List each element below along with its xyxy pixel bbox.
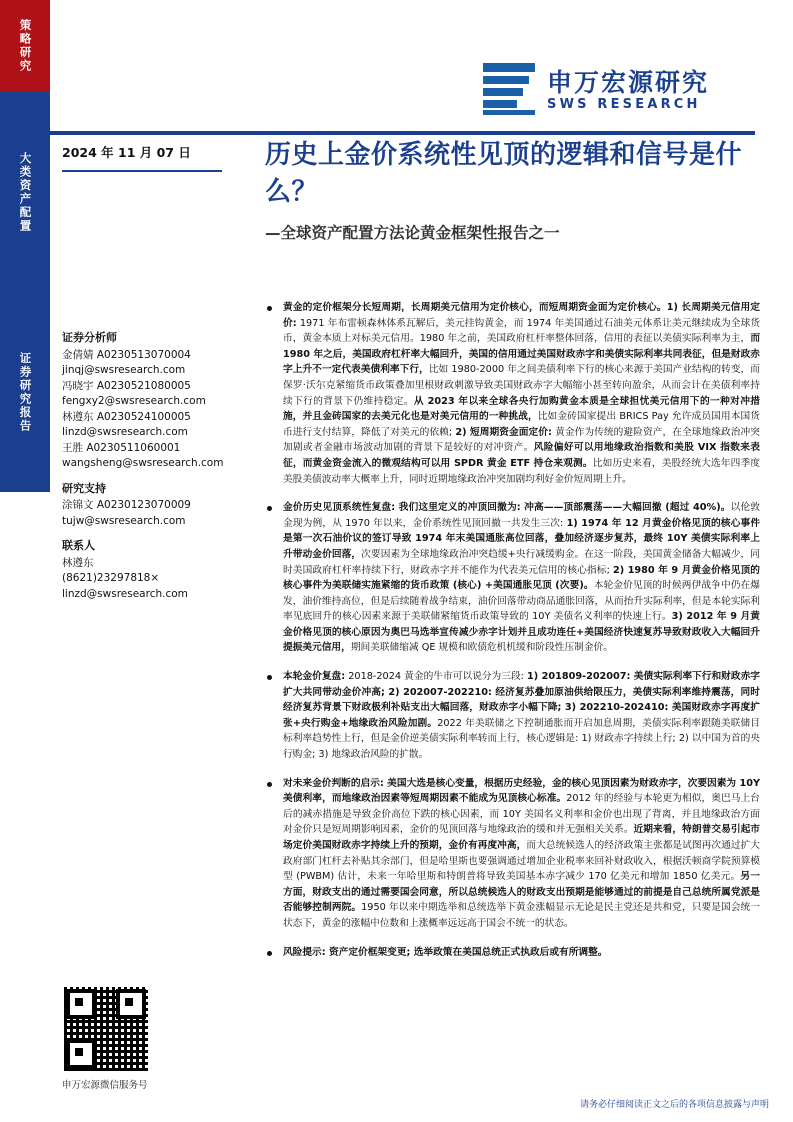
list-item	[265, 500, 760, 656]
report-date: 2024 年 11 月 07 日	[62, 145, 191, 160]
analyst-email[interactable]: jinqj@swsresearch.com	[62, 364, 186, 376]
contact-phone: (8621)23297818×	[62, 572, 160, 584]
brand-logo	[455, 55, 755, 125]
logo-text-en: SWS RESEARCH	[547, 97, 701, 112]
page-title: 历史上金价系统性见顶的逻辑和信号是什么？	[265, 140, 743, 207]
sidebar-tab-research-report[interactable]	[0, 292, 50, 492]
sidebar-tab-research-report-label: 证券研究报告	[18, 351, 33, 433]
paragraph-4: 对未来金价判断的启示: 美国大选是核心变量，根据历史经验，金的核心见顶因素为财政赤字，次要因素为 10Y 美债利率，而地缘政治因素等短周期因素不能成为见顶核心标准。2012 年的经验与本轮更为相似，奥巴马上台后的减赤措施是导致金价高位下跌的核心因素，而 10Y 美国名义利率和金价也出现了背离，并且地缘政治方面对金价只是短周期影响因素，金价的见顶回落与地缘政治的缓和并无强相关关系。近期来看，特朗普交易引起市场定价美国财政赤字持续上升的预期，金价有再度冲高，而大总统候选人的经济政策主张都是试图再次通过扩大政府部门杠杆去补贴其余部门，但是哈里斯也要强调通过增加企业税率来回补财政收入，根据沃顿商学院预算模型 (PWBM) 估计，未来一年哈里斯和特朗普将导致美国基本赤字减少 170 亿美元和增加 1850 亿美元。另一方面，财政支出的通过需要国会同意，所以总统候选人的财政支出预期是能够通过的前提是自己总统所属党派是否能够控制两院。1950 年以来中期选举和总统选举下黄金涨幅显示无论是民主党还是共和党，只要是国会统一状态下，黄金的涨幅中位数和上涨概率远远高于国会不统一的状态。	[283, 777, 761, 929]
header-rule-bottom	[50, 134, 755, 135]
support-heading: 研究支持	[62, 481, 106, 495]
paragraph-2: 金价历史见顶系统性复盘: 我们这里定义的冲顶回撤为: 冲高——顶部震荡——大幅回撤 (超过 40%)。以伦敦金现为例，从 1970 年以来，金价系统性见顶回撤一共发生三次: 1) 1974 年 12 月黄金价格见顶的核心事件是第一次石油价议的签订导致 1974 年末美国通胀高位回落，叠加经济逐步复苏，最终 10Y 美债实际利率上升带动金价回落，次要因素为全球地缘政治冲突趋缓+央行减缓购金。在这一阶段，美国黄金储备大幅减少，同时美国政府杠杆率持续下行，财政赤字并不能作为代表美元信用的核心指标; 2) 1980 年 9 月黄金价格见顶的核心事件为美联储实施紧缩的货币政策 (核心) +美国通胀见顶 (次要)。本轮金价见顶的时候两伊战争中仍在爆发，油价维持高位，但是后续随着战争结束，油价回落带动商品通胀回落，从而抬升实际利率，但是本轮实际利率见底回升的核心因素来源于美联储紧缩货币政策导致的 10Y 美债名义利率的快速上行。3) 2012 年 9 月黄金价格见顶的核心原因为奥巴马选举宣传减少赤字计划并且成功连任+美国经济快速复苏导致财政收入大幅回升提振美元信用，期间美联储缩减 QE 规模和欧债危机机缓和阶段性压制金价。	[283, 502, 761, 654]
analyst-line: 林遵东 A0230524100005	[62, 410, 191, 423]
contact-name: 林遵东	[62, 556, 94, 569]
analyst-heading: 证券分析师	[62, 331, 117, 344]
sidebar	[0, 0, 50, 1122]
analyst-email[interactable]: wangsheng@swsresearch.com	[62, 457, 224, 469]
analyst-line: 冯晓宇 A0230521080005	[62, 379, 191, 392]
analyst-line: 金倩婧 A0230513070004	[62, 348, 191, 361]
analyst-email[interactable]: linzd@swsresearch.com	[62, 426, 188, 438]
contact-email[interactable]: linzd@swsresearch.com	[62, 587, 188, 600]
analyst-panel	[62, 330, 247, 602]
sidebar-tab-strategy[interactable]	[0, 0, 50, 92]
contact-heading: 联系人	[62, 539, 95, 552]
sidebar-tab-asset-allocation[interactable]	[0, 92, 50, 292]
paragraph-3: 本轮金价复盘: 2018-2024 黄金的牛市可以说分为三段: 1) 201809-202007: 美债实际利率下行和财政赤字扩大共同带动金价冲高; 2) 202007-202210: 经济复苏叠加原油供给限压力，美债实际利率维持震荡，同时经济复苏背景下财政极利补贴支出大幅回落，财政赤字小幅下降; 3) 202210-202410: 美国财政赤字再度扩张+央行购金+地缘政治风险加剧。2022 年美联储之下控制通胀而开启加息周期，美债实际利率跟随美联储目标利率趋势性上行，但是金价逆美债实际利率转而上行，核心逻辑是: 1) 财政赤字持续上行; 2) 以中国为首的央行购金; 3) 地缘政治风险的扩散。	[283, 671, 760, 761]
support-email[interactable]: tujw@swsresearch.com	[62, 514, 186, 527]
report-body	[265, 300, 760, 973]
report-date-underline	[62, 170, 222, 172]
list-item	[265, 945, 760, 961]
footer-disclaimer: 请务必仔细阅读正文之后的各项信息披露与声明	[579, 1100, 769, 1110]
qr-block	[62, 985, 158, 1091]
analyst-line: 王胜 A0230511060001	[62, 441, 181, 454]
support-line: 涂锦文 A0230123070009	[62, 499, 191, 511]
logo-text-cn: 申万宏源研究	[547, 68, 710, 97]
analyst-email[interactable]: fengxy2@swsresearch.com	[62, 395, 206, 407]
sws-logo-icon	[483, 63, 535, 115]
sidebar-tab-asset-allocation-label: 大类资产配置	[18, 151, 33, 233]
page-subtitle: —全球资产配置方法论黄金框架性报告之一	[265, 224, 560, 242]
sidebar-tab-strategy-label: 策略研究	[18, 19, 33, 73]
sidebar-filler	[0, 492, 50, 1122]
qr-caption: 申万宏源微信服务号	[62, 1080, 148, 1091]
list-item	[265, 300, 760, 487]
paragraph-risk: 风险提示: 资产定价框架变更; 选举政策在美国总统正式执政后或有所调整。	[283, 946, 608, 958]
list-item	[265, 776, 760, 932]
paragraph-1: 黄金的定价框架分长短周期，长周期美元信用为定价核心，而短周期资金面为定价核心。1) 长周期美元信用定价: 1971 年布雷顿森林体系瓦解后，美元挂钩黄金，而 1974 年美国通过石油美元体系让美元继续成为全球货币，黄金本质上对标美元信用。1980 年之前，美国政府杠杆率整体回落，信用的表征以美债实际利率为主，而 1980 年之后，美国政府杠杆率大幅回升，美国的信用通过美国财政赤字和美债实际利率共同表征，但是财政赤字上升不一定代表美债利率下行，比如 1980-2000 年之间美债利率下行的核心来源于美国产业结构的转变，而保罗·沃尔克紧缩货币政策叠加里根财政刺激导致美国财政赤字大幅缩小甚至转向盈余，从而会计在美债利率持续下行的背景下仍维持稳定。从 2023 年以来全球各央行加购黄金本质是全球担忧美元信用下的一种对冲措施，并且金砖国家的去美元化也是对美元信用的一种挑战，比如金砖国家提出 BRICS Pay 允许成员国用本国货币进行支付结算，降低了对美元的依赖; 2) 短周期资金面定价: 黄金作为传统的避险资产，在全球地缘政治冲突加剧或者金融市场波动加剧的背景下是较好的对冲资产。风险偏好可以用地缘政治指数和美股 VIX 指数来表征，而黄金资金流入的微观结构可以用 SPDR 黄金 ETF 持仓来观测。比如历史来看，美股经统大选年四季度美股美债波动率大概率上升，同时近期地缘政治冲突加剧均利好金价短周期上升。	[283, 302, 761, 485]
qr-code-icon[interactable]	[62, 985, 150, 1073]
list-item	[265, 669, 760, 763]
